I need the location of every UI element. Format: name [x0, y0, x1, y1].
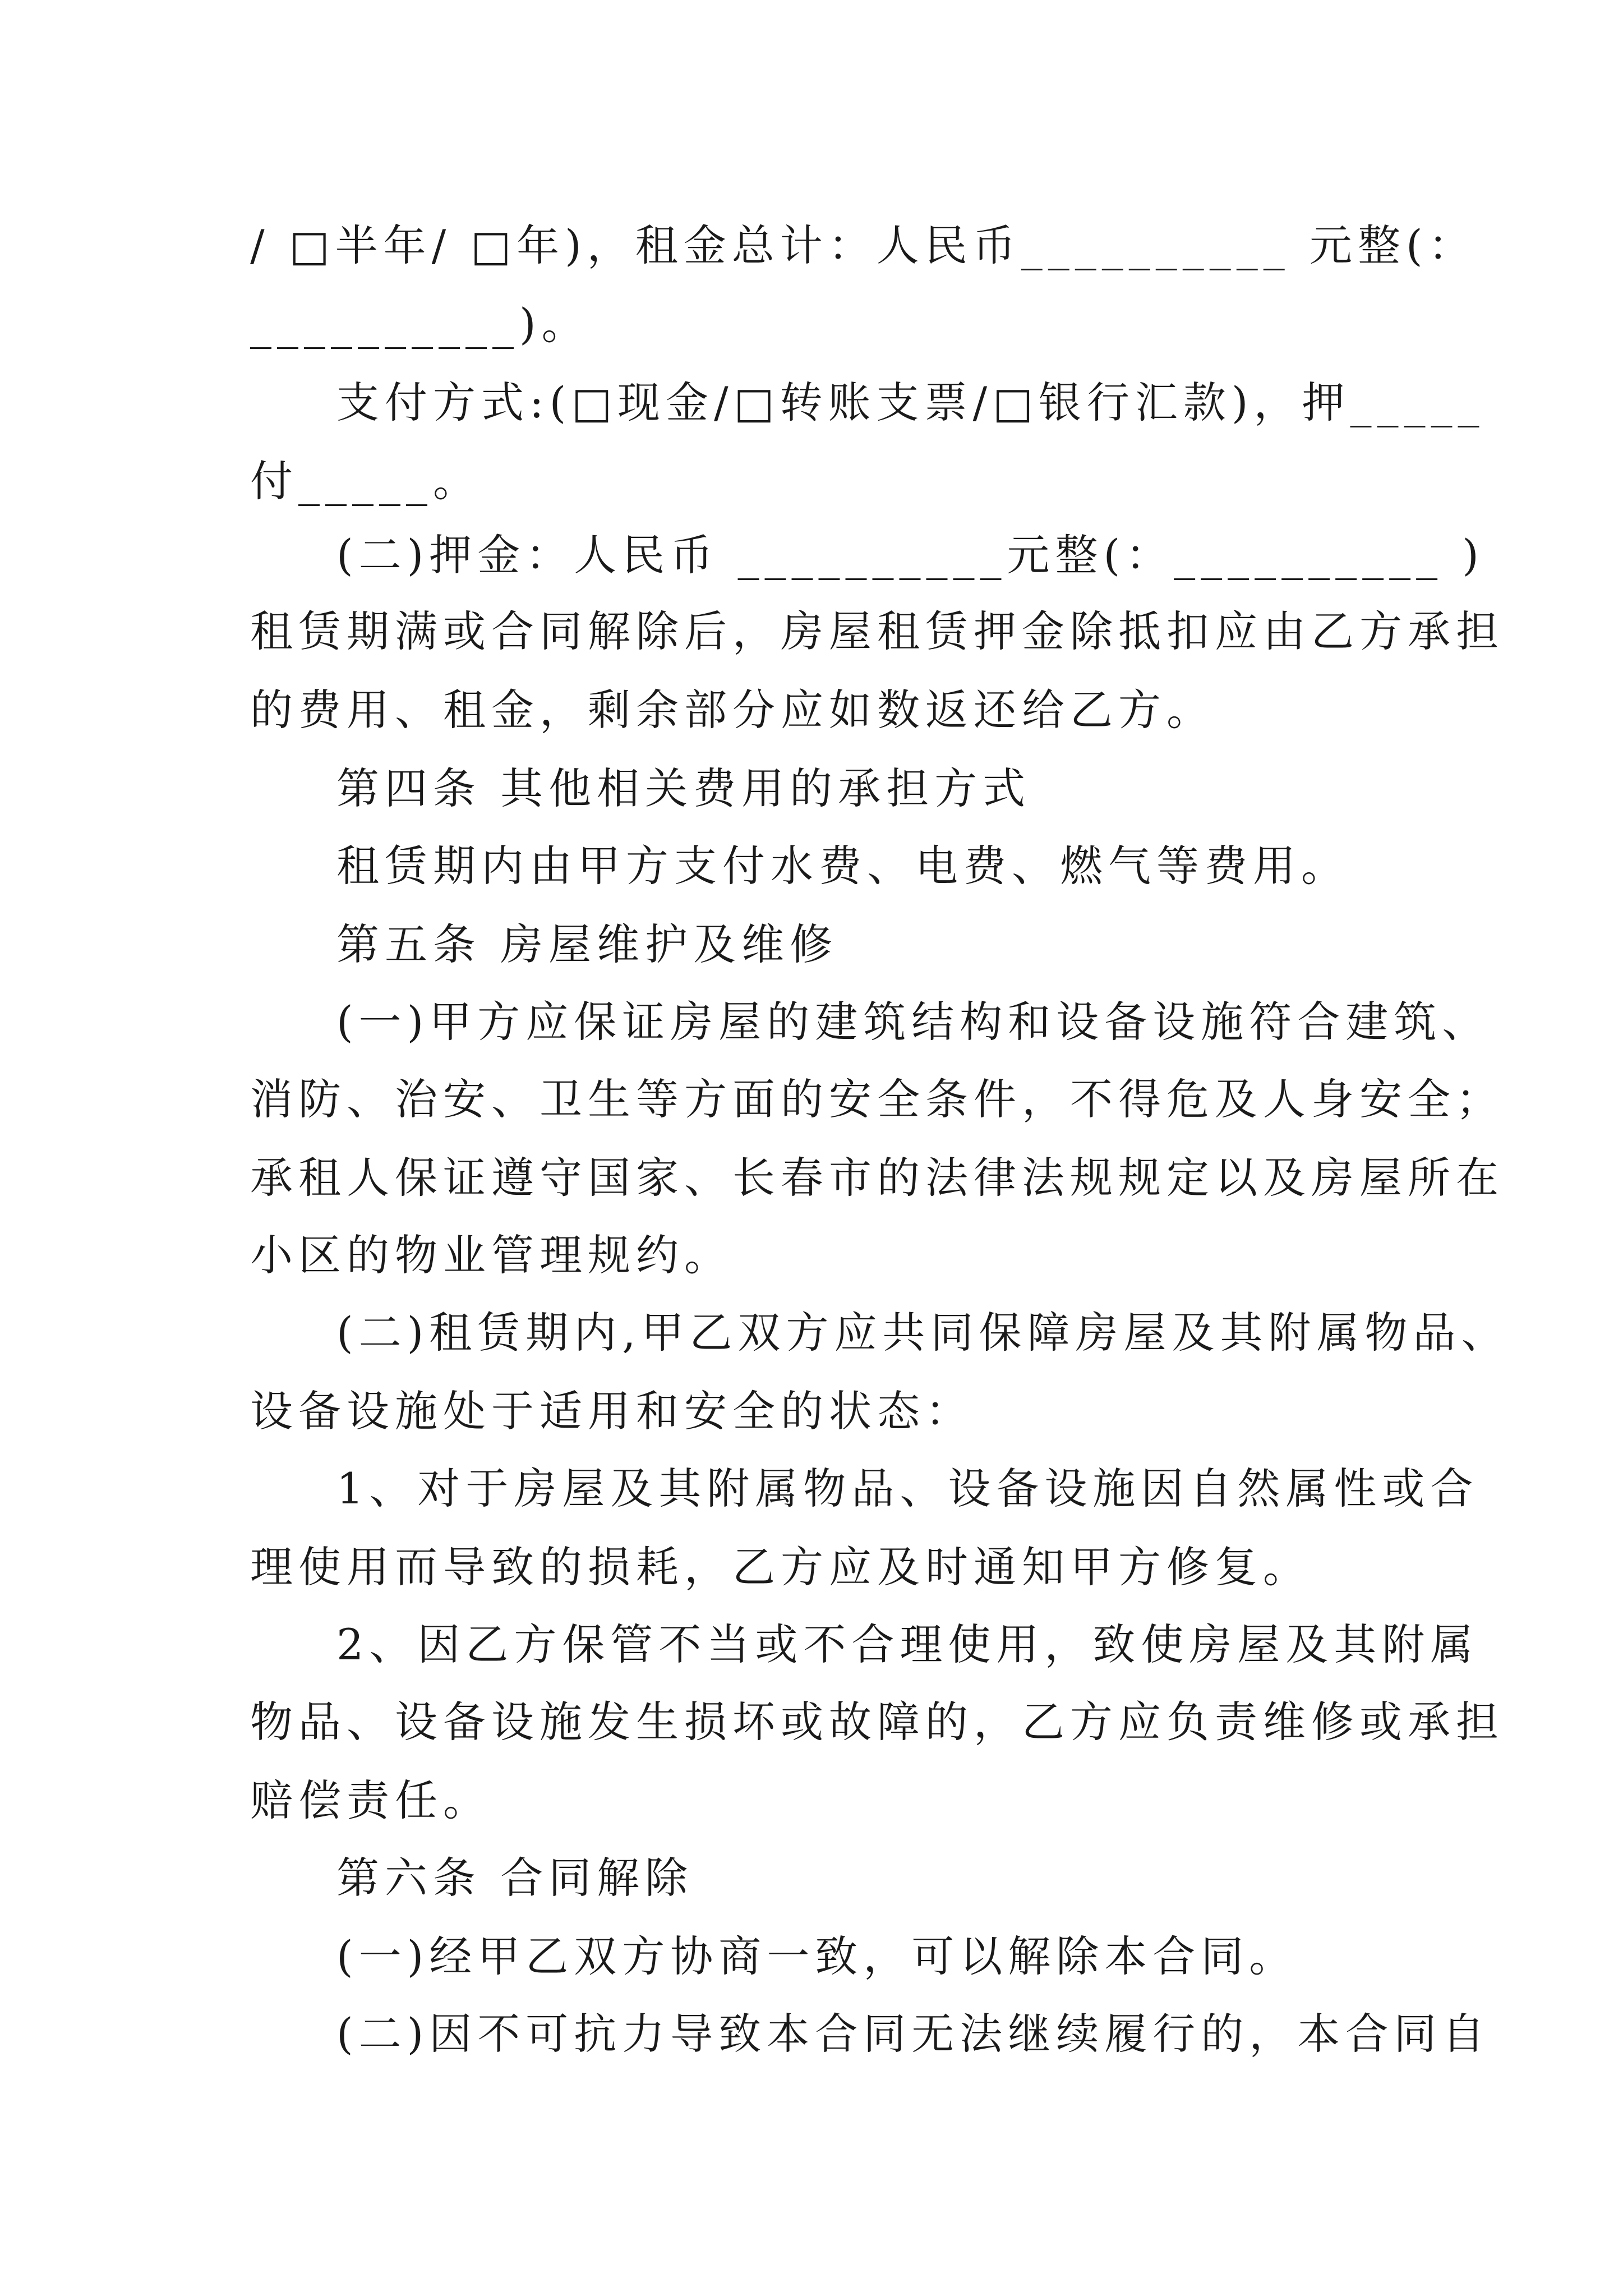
text-line: 赔偿责任。	[250, 1775, 491, 1825]
text-line: __________)。	[250, 299, 590, 349]
text-line: 物品、设备设施发生损坏或故障的，乙方应负责维修或承担	[250, 1697, 1504, 1747]
text-line: 付_____。	[250, 456, 481, 506]
text-line: 小区的物业管理规约。	[250, 1230, 732, 1280]
section-heading: 第六条 合同解除	[336, 1853, 694, 1903]
text-line: (二)押金：人民币 __________元整(：__________ )	[336, 530, 1484, 580]
text-line: (一)经甲乙双方协商一致，可以解除本合同。	[336, 1931, 1298, 1981]
text-line: 的费用、租金，剩余部分应如数返还给乙方。	[250, 685, 1215, 735]
text-line: 支付方式:(□现金/□转账支票/□银行汇款)，押_____	[336, 378, 1485, 427]
section-heading: 第四条 其他相关费用的承担方式	[336, 763, 1031, 813]
text-line: 租赁期内由甲方支付水费、电费、燃气等费用。	[336, 841, 1349, 891]
section-heading: 第五条 房屋维护及维修	[336, 919, 838, 969]
text-line: 租赁期满或合同解除后，房屋租赁押金除抵扣应由乙方承担	[250, 606, 1504, 656]
text-line: 设备设施处于适用和安全的状态：	[250, 1386, 974, 1436]
text-line: (一)甲方应保证房屋的建筑结构和设备设施符合建筑、	[336, 997, 1491, 1047]
text-line: / □半年/ □年)，租金总计：人民币__________ 元整(：	[250, 220, 1477, 270]
text-line: (二)因不可抗力导致本合同无法继续履行的，本合同自	[336, 2009, 1491, 2059]
text-line: 承租人保证遵守国家、长春市的法律法规规定以及房屋所在	[250, 1153, 1504, 1203]
text-line: (二)租赁期内,甲乙双方应共同保障房屋及其附属物品、	[336, 1308, 1510, 1358]
text-line: 1、对于房屋及其附属物品、设备设施因自然属性或合	[336, 1464, 1479, 1513]
text-line: 消防、治安、卫生等方面的安全条件，不得危及人身安全；	[250, 1074, 1504, 1124]
text-line: 理使用而导致的损耗，乙方应及时通知甲方修复。	[250, 1542, 1311, 1592]
text-line: 2、因乙方保管不当或不合理使用，致使房屋及其附属	[336, 1619, 1479, 1669]
